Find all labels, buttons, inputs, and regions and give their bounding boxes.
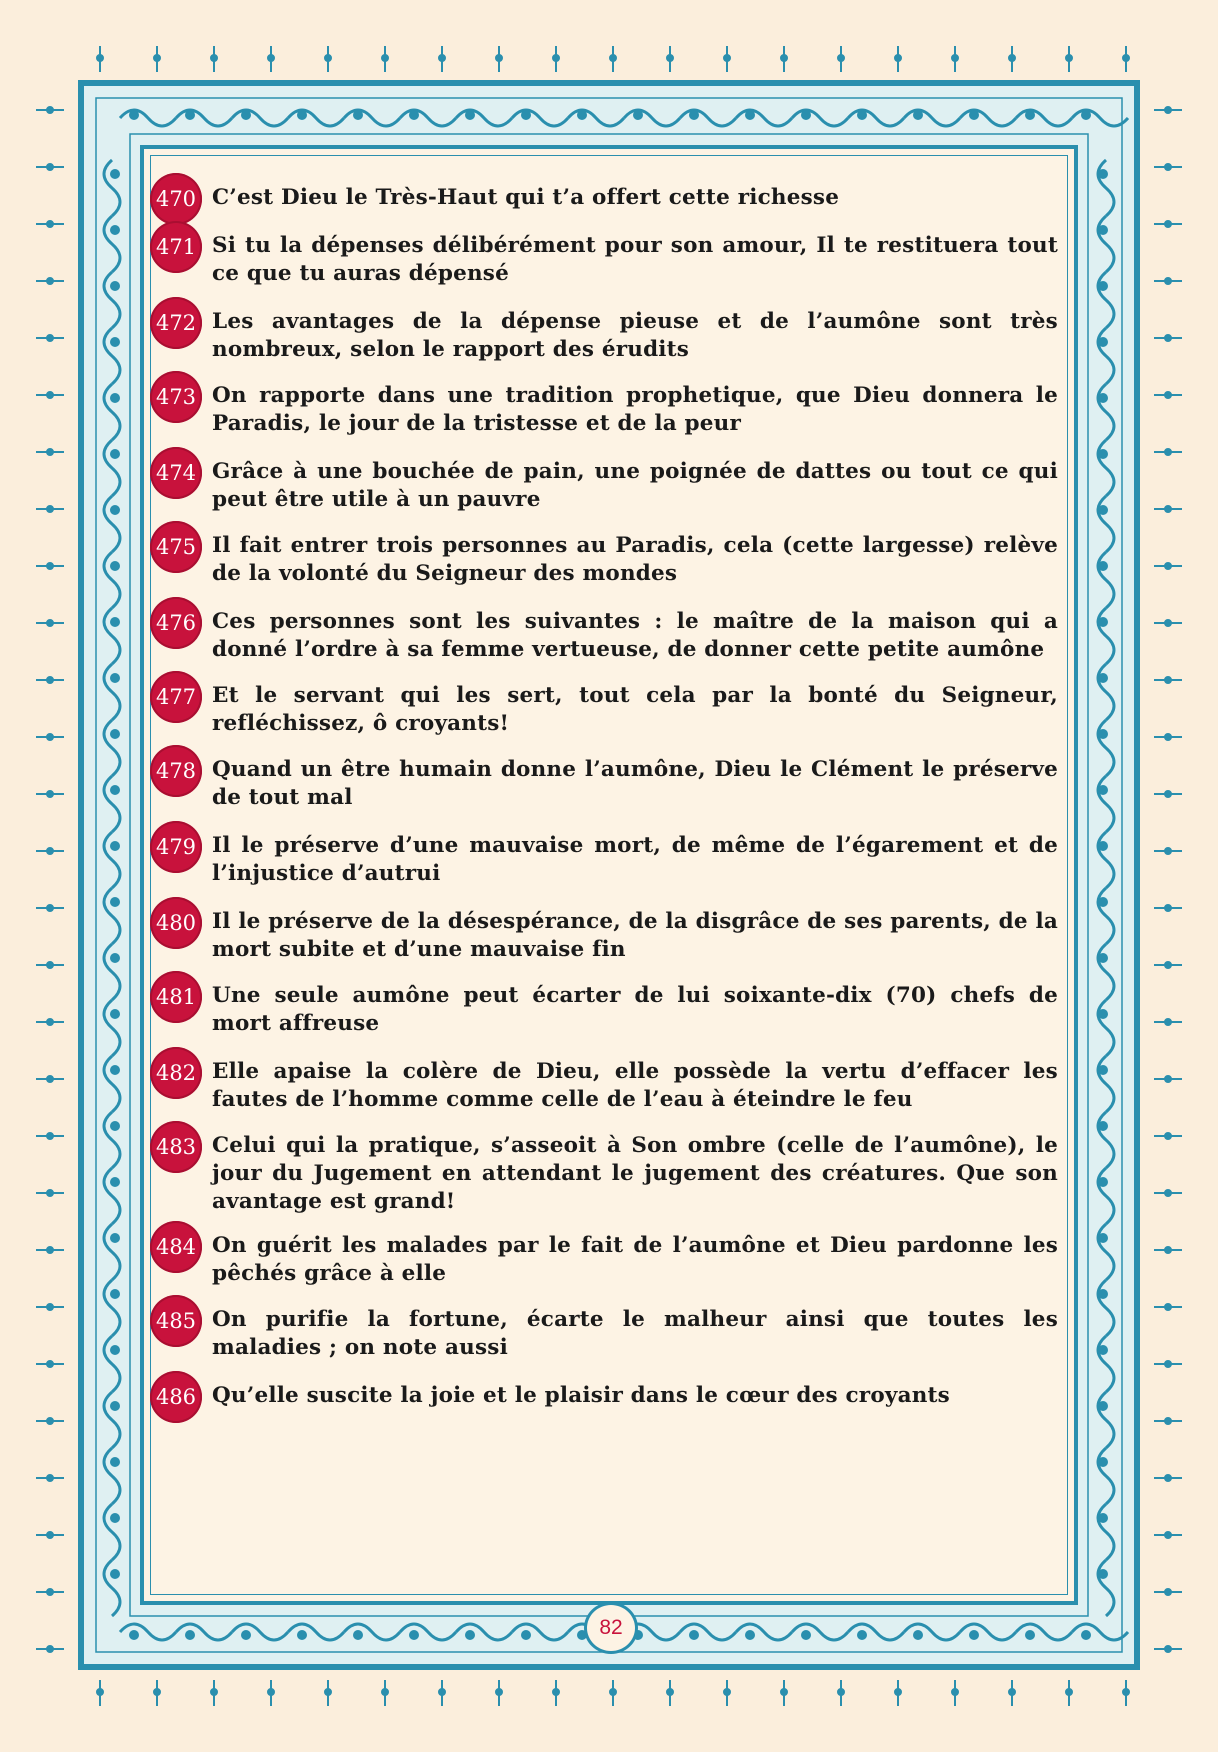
verse-text: Il fait entrer trois personnes au Paradis, cela (cette largesse) relève de la volonté du Seigneur des mondes [212,533,1058,586]
verse-text: Qu’elle suscite la joie et le plaisir dans le cœur des croyants [212,1383,950,1408]
verse-number-badge: 485 [150,1295,202,1347]
verse-number-badge: 481 [150,971,202,1023]
verse-number-badge: 476 [150,597,202,649]
verse-number-badge: 480 [150,897,202,949]
verse-text: Ces personnes sont les suivantes : le maître de la maison qui a donné l’ordre à sa femme vertueuse, de donner cette petite aumône [212,609,1058,662]
verse-number-badge: 472 [150,297,202,349]
verse-text: Et le servant qui les sert, tout cela par la bonté du Seigneur, refléchissez, ô croyants! [212,683,1058,736]
verse-text: On purifie la fortune, écarte le malheur ainsi que toutes les maladies ; on note aussi [212,1307,1058,1360]
verse-text: Elle apaise la colère de Dieu, elle possède la vertu d’effacer les fautes de l’homme comme celle de l’eau à éteindre le feu [212,1059,1058,1112]
verse-number-badge: 482 [150,1047,202,1099]
verse-text: Quand un être humain donne l’aumône, Dieu le Clément le préserve de tout mal [212,757,1058,810]
verse-text: Grâce à une bouchée de pain, une poignée de dattes ou tout ce qui peut être utile à un pauvre [212,459,1058,512]
verse-text: C’est Dieu le Très-Haut qui t’a offert cette richesse [212,185,840,210]
verse-number-badge: 470 [150,173,202,225]
verse-number-badge: 486 [150,1371,202,1423]
verse-text: Si tu la dépenses délibérément pour son amour, Il te restituera tout ce que tu auras dépensé [212,233,1058,286]
verse-text: On rapporte dans une tradition prophetique, que Dieu donnera le Paradis, le jour de la tristesse et de la peur [212,383,1058,436]
page-number: 82 [584,1602,638,1654]
verse-text: Il le préserve d’une mauvaise mort, de même de l’égarement et de l’injustice d’autrui [212,833,1058,886]
verse-number-badge: 484 [150,1221,202,1273]
verse-text: Une seule aumône peut écarter de lui soixante-dix (70) chefs de mort affreuse [212,983,1058,1036]
verse-number-badge: 483 [150,1121,202,1173]
verse-text: Il le préserve de la désespérance, de la disgrâce de ses parents, de la mort subite et d’une mauvaise fin [212,909,1058,962]
verse-number-badge: 474 [150,447,202,499]
verse-number-badge: 477 [150,671,202,723]
verse-number-badge: 471 [150,221,202,273]
verse-number-badge: 473 [150,371,202,423]
verse-number-badge: 478 [150,745,202,797]
verse-text: Celui qui la pratique, s’asseoit à Son ombre (celle de l’aumône), le jour du Jugement en attendant le jugement des créatures. Que son avantage est grand! [212,1133,1058,1214]
verse-text: Les avantages de la dépense pieuse et de l’aumône sont très nombreux, selon le rapport des érudits [212,309,1058,362]
verse-text: On guérit les malades par le fait de l’aumône et Dieu pardonne les pêchés grâce à elle [212,1233,1058,1286]
verse-number-badge: 479 [150,821,202,873]
verse-number-badge: 475 [150,521,202,573]
